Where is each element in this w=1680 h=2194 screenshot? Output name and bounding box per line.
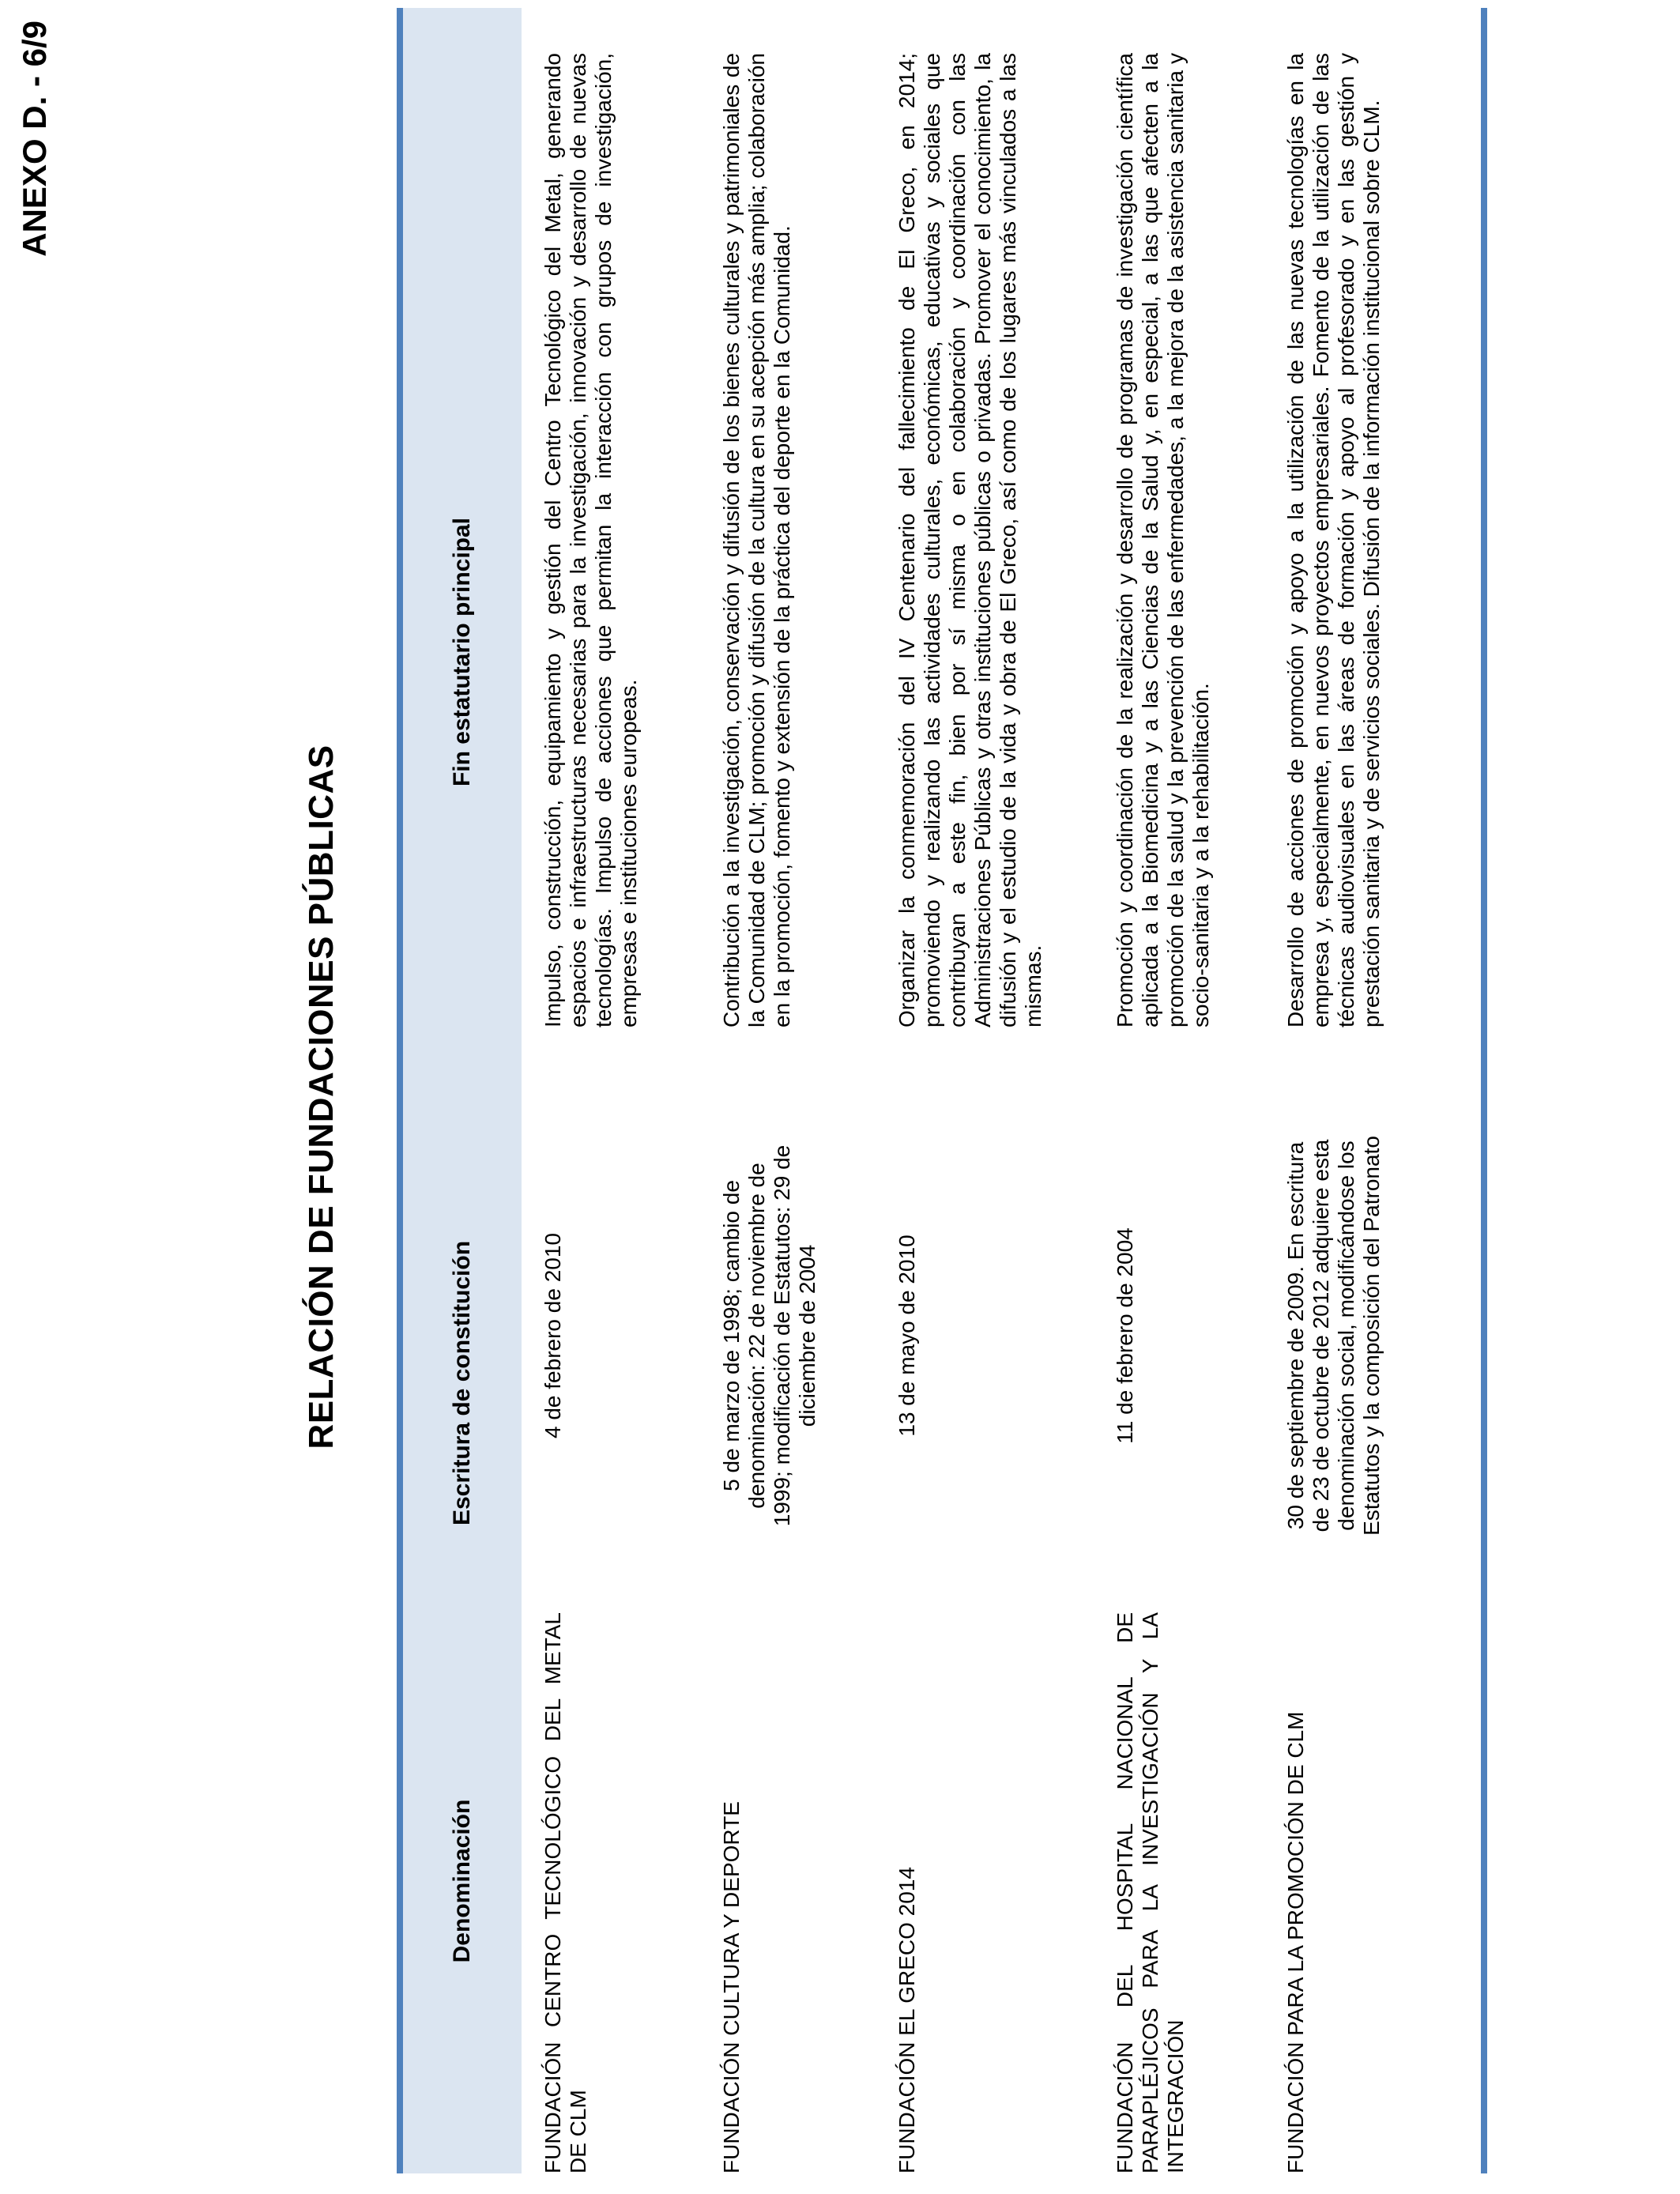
cell-fin: Promoción y coordinación de la realización y desarrollo de programas de investigación científica aplicada a la Biomedicina y a las Ciencias de la Salud y, en especial, a las que afecten a la promoción de la salud y la prevención de las enfermedades, a la mejora de la asistencia sanitaria y socio-sanitaria y a la rehabilitación. — [1113, 53, 1213, 1027]
table-row — [1113, 8, 1263, 2173]
header-denominacion: Denominación — [449, 1799, 475, 1963]
header-fin: Fin estatutario principal — [449, 517, 475, 787]
table-top-border — [397, 8, 403, 2173]
cell-escritura: 5 de marzo de 1998; cambio de denominación: 22 de noviembre de 1999; modificación de Estatutos: 29 de diciembre de 2004 — [719, 1144, 819, 1527]
table-row — [1283, 8, 1481, 2173]
table-row — [895, 8, 1092, 2173]
cell-denominacion: FUNDACIÓN CULTURA Y DEPORTE — [719, 1801, 744, 2173]
annex-label: ANEXO D. - 6/9 — [16, 21, 53, 257]
cell-escritura: 30 de septiembre de 2009. En escritura de 23 de octubre de 2012 adquiere esta denominación social, modificándose los Estatutos y la composición del Patronato — [1283, 1136, 1384, 1536]
cell-escritura: 11 de febrero de 2004 — [1113, 1227, 1137, 1444]
cell-escritura: 4 de febrero de 2010 — [541, 1233, 565, 1438]
cell-fin: Organizar la conmemoración del IV Centenario del fallecimiento de El Greco, en 2014; promoviendo y realizando las actividades culturales, económicas, educativas y sociales que contribuyan a este fin, bien por sí misma o en colaboración y coordinación con las Administraciones Públicas y otras instituciones públicas o privadas. Promover el conocimiento, la difusión y el estudio de la vida y obra de El Greco, así como de los lugares más vinculados a las mismas. — [895, 53, 1045, 1027]
cell-denominacion: FUNDACIÓN EL GRECO 2014 — [895, 1867, 919, 2173]
table-header — [403, 8, 522, 2173]
page-title: RELACIÓN DE FUNDACIONES PÚBLICAS — [302, 745, 341, 1449]
header-escritura: Escritura de constitución — [449, 1240, 475, 1526]
table-row — [541, 8, 699, 2173]
cell-fin: Contribución a la investigación, conservación y difusión de los bienes culturales y patrimoniales de la Comunidad de CLM; promoción y difusión de la cultura en su acepción más amplia; colaboración en la promoción, fomento y extensión de la práctica del deporte en la Comunidad. — [719, 53, 794, 1027]
foundations-table — [397, 8, 1487, 2173]
cell-denominacion: FUNDACIÓN PARA LA PROMOCIÓN DE CLM — [1283, 1711, 1308, 2173]
cell-fin: Desarrollo de acciones de promoción y apoyo a la utilización de las nuevas tecnologías en la empresa y, especialmente, en nuevos proyectos empresariales. Fomento de la utilización de las técnicas audiovisuales en las áreas de formación y apoyo al profesorado y en las gestión y prestación sanitaria y de servicios sociales. Difusión de la información institucional sobre CLM. — [1283, 53, 1384, 1027]
table-row — [719, 8, 874, 2173]
cell-fin: Impulso, construcción, equipamiento y gestión del Centro Tecnológico del Metal, generando espacios e infraestructuras necesarias para la investigación, innovación y desarrollo de nuevas tecnologías. Impulso de acciones que permitan la interacción con grupos de investigación, empresas e instituciones europeas. — [541, 53, 641, 1027]
cell-escritura: 13 de mayo de 2010 — [895, 1235, 919, 1437]
cell-denominacion: FUNDACIÓN DEL HOSPITAL NACIONAL DE PARAPLÉJICOS PARA LA INVESTIGACIÓN Y LA INTEGRACIÓN — [1113, 1612, 1188, 2173]
table-bottom-border — [1481, 8, 1487, 2173]
cell-denominacion: FUNDACIÓN CENTRO TECNOLÓGICO DEL METAL DE CLM — [541, 1612, 590, 2173]
